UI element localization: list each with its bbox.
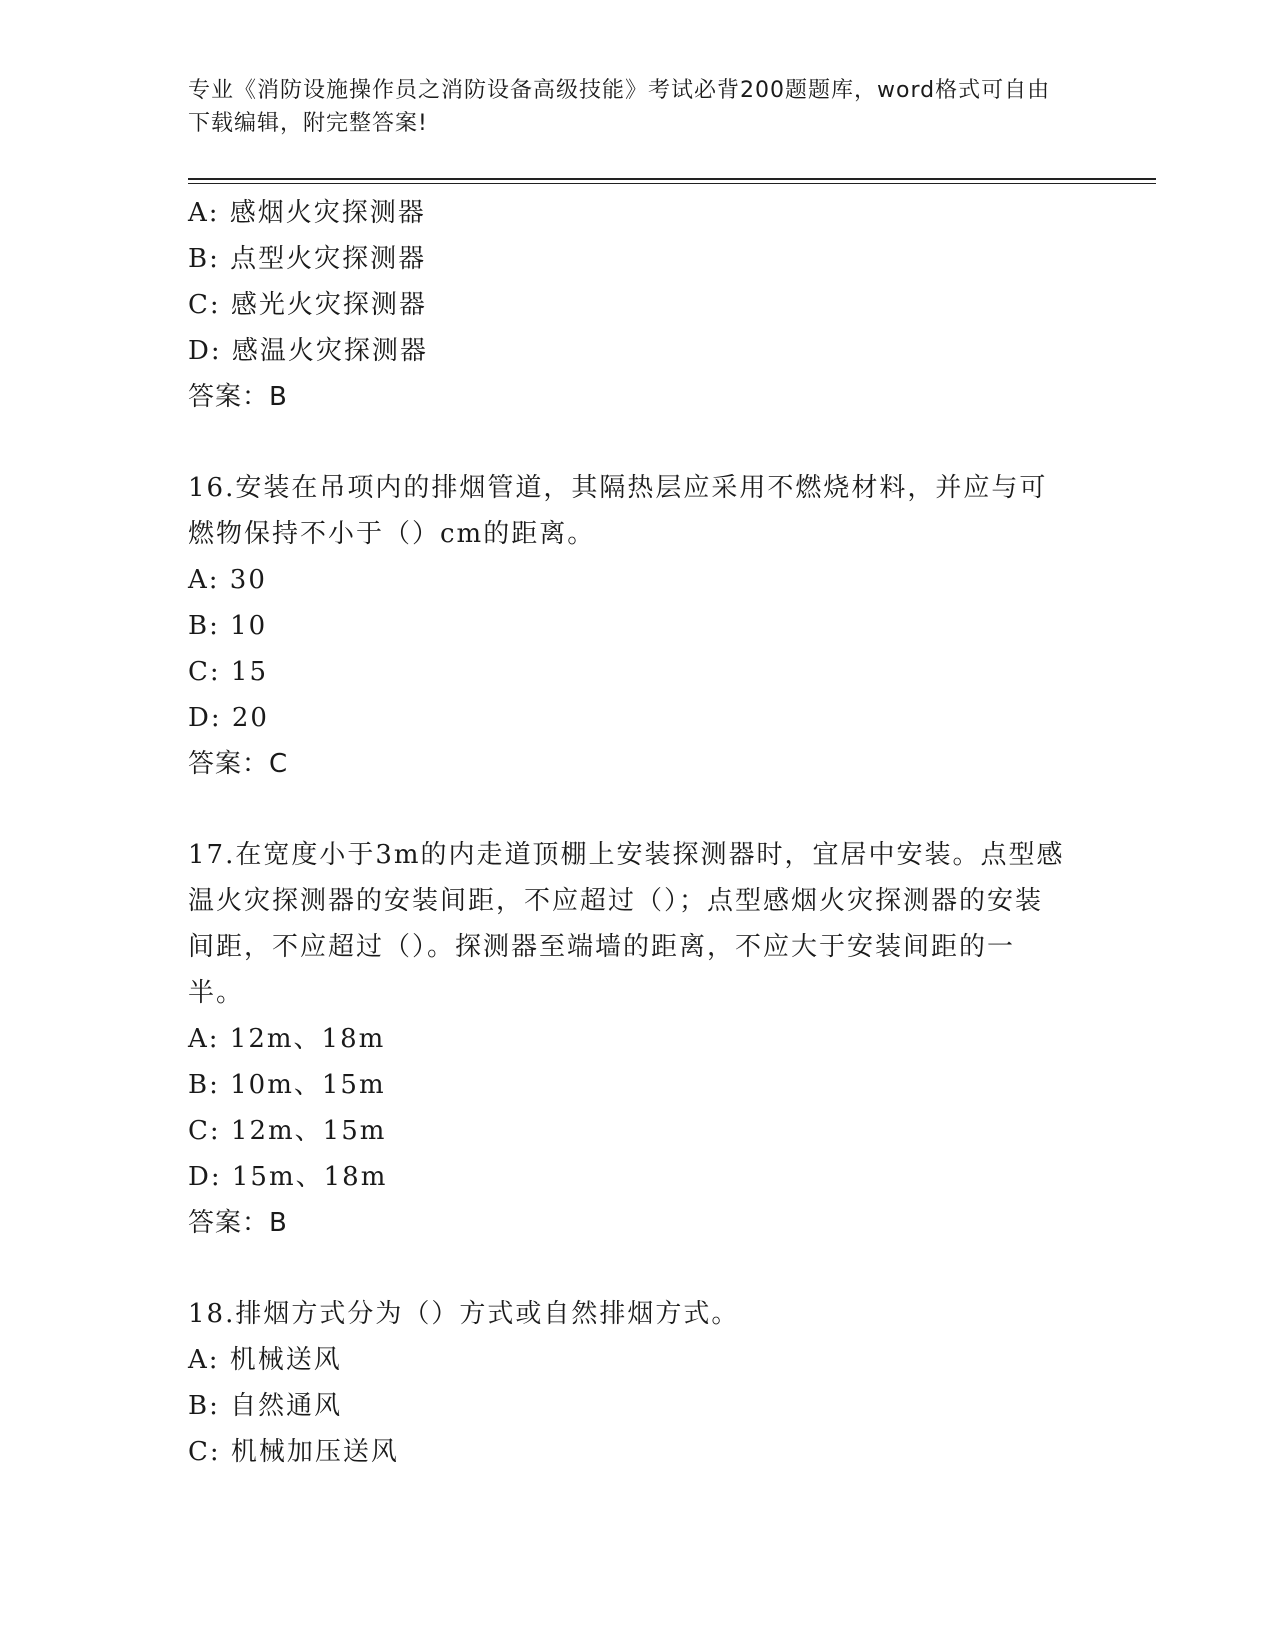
question-text: 18.排烟方式分为（）方式或自然排烟方式。 (188, 1299, 740, 1329)
answer-line: 答案：B (188, 1208, 288, 1238)
option-a: A: 30 (188, 565, 267, 595)
option-d: D: 15m、18m (188, 1162, 388, 1192)
option-b: B: 自然通风 (188, 1391, 343, 1421)
option-c: C: 机械加压送风 (188, 1437, 399, 1467)
answer-line: 答案：B (188, 382, 288, 412)
option-d: D: 20 (188, 703, 269, 733)
option-d: D: 感温火灾探测器 (188, 336, 428, 366)
question-content (188, 190, 1068, 1475)
option-c: C: 12m、15m (188, 1116, 387, 1146)
option-a: A: 感烟火灾探测器 (188, 198, 426, 228)
question-block-prev (188, 190, 1068, 420)
option-a: A: 机械送风 (188, 1345, 342, 1375)
spacer (188, 1246, 1068, 1291)
header-rule-thick (188, 178, 1156, 180)
option-a: A: 12m、18m (188, 1024, 386, 1054)
question-block-17 (188, 832, 1068, 1246)
option-c: C: 15 (188, 657, 269, 687)
option-b: B: 10m、15m (188, 1070, 386, 1100)
question-text: 17.在宽度小于3m的内走道顶棚上安装探测器时，宜居中安装。点型感温火灾探测器的安装间距，不应超过（）；点型感烟火灾探测器的安装间距，不应超过（）。探测器至端墙的距离，不应大于安装间距的一半。 (188, 840, 1065, 1008)
document-header: 专业《消防设施操作员之消防设备高级技能》考试必背200题题库，word格式可自由下载编辑，附完整答案! (188, 78, 1051, 136)
question-block-16 (188, 465, 1068, 787)
question-text: 16.安装在吊项内的排烟管道，其隔热层应采用不燃烧材料，并应与可燃物保持不小于（）cm的距离。 (188, 473, 1048, 549)
question-block-18 (188, 1291, 1068, 1475)
answer-line: 答案：C (188, 749, 289, 779)
option-c: C: 感光火灾探测器 (188, 290, 427, 320)
option-b: B: 点型火灾探测器 (188, 244, 427, 274)
header-rule-thin (188, 183, 1156, 184)
option-b: B: 10 (188, 611, 268, 641)
spacer (188, 787, 1068, 832)
spacer (188, 420, 1068, 465)
